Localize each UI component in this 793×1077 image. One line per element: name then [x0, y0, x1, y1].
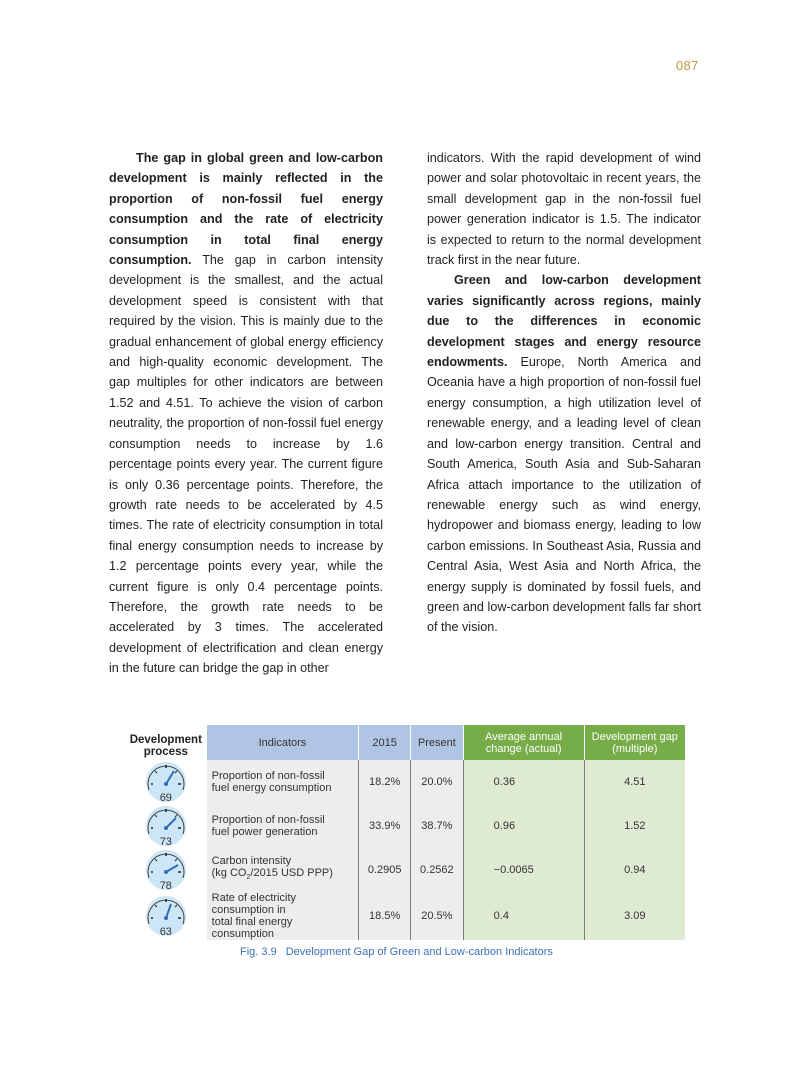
left-column: [109, 148, 383, 679]
indicator-table-figure: [125, 725, 685, 940]
gauge-value: 78: [159, 880, 172, 892]
value-present: 20.5%: [411, 892, 464, 940]
header-present: Present: [411, 725, 464, 760]
indicator-line-2: total final energy consumption: [211, 916, 293, 940]
value-development-gap: 0.94: [584, 848, 685, 892]
indicator-name: [207, 848, 359, 892]
table-row: [125, 892, 685, 940]
value-development-gap: 3.09: [584, 892, 685, 940]
gauge-icon: [141, 804, 191, 848]
header-2015: 2015: [359, 725, 411, 760]
value-average-change: 0.36: [463, 760, 584, 804]
paragraph-body: Europe, North America and Oceania have a high proportion of non-fossil fuel energy consumption, a high utilization level of renewable energy, and a leading level of clean and low-carbon energy transition. Central and South America, South Asia and Sub-Saharan Africa attach importance to the utilization of renewable energy such as wind energy, hydropower and biomass energy, leading to low carbon emissions. In Southeast Asia, Russia and Central Asia, West Asia and North Africa, the energy supply is dominated by fossil fuels, and green and low-carbon development falls far short of the vision.: [427, 355, 701, 635]
table-row: [125, 804, 685, 848]
right-column: [427, 148, 701, 638]
value-present: 38.7%: [411, 804, 464, 848]
gauge-value: 73: [159, 836, 172, 848]
table-header-row: [125, 725, 685, 760]
figure-label: Fig. 3.9: [240, 946, 277, 958]
indicator-line-1: Proportion of non-fossil: [211, 814, 325, 826]
value-average-change: 0.4: [463, 892, 584, 940]
indicator-name: [207, 760, 359, 804]
lead-sentence: The gap in global green and low-carbon development is mainly reflected in the proportion of non-fossil fuel energy consumption and the rate of electricity consumption in total final energy consumption.: [109, 151, 383, 268]
value-average-change: 0.96: [463, 804, 584, 848]
subscript: 2: [246, 874, 251, 882]
value-present: 0.2562: [411, 848, 464, 892]
indicator-name: [207, 892, 359, 940]
value-2015: 0.2905: [359, 848, 411, 892]
indicator-line-1: Rate of electricity consumption in: [211, 892, 297, 916]
value-development-gap: 1.52: [584, 804, 685, 848]
paragraph-continuation: indicators. With the rapid development of wind power and solar photovoltaic in recent years, the small development gap in the non-fossil fuel power generation indicator is 1.5. The indicator is expected to return to the normal development track first in the near future.: [427, 151, 701, 268]
figure-caption: [240, 946, 562, 958]
gauge-icon: [141, 894, 191, 938]
value-2015: 33.9%: [359, 804, 411, 848]
indicator-line-1: Carbon intensity: [211, 855, 292, 868]
value-present: 20.0%: [411, 760, 464, 804]
paragraph-gap-global: [109, 148, 383, 679]
header-development-process: Development process: [125, 725, 207, 760]
lead-sentence: Green and low-carbon development varies significantly across regions, mainly due to the differences in economic development stages and energy resource endowments.: [427, 273, 701, 370]
gauge-value: 69: [159, 792, 172, 804]
value-2015: 18.5%: [359, 892, 411, 940]
indicator-line-2: fuel energy consumption: [211, 782, 332, 794]
indicator-line-2: (kg CO: [211, 867, 247, 880]
paragraph-body: The gap in carbon intensity development is the smallest, and the actual development speed is consistent with that required by the vision. This is mainly due to the gradual enhancement of global energy efficiency and high-quality economic development. The gap multiples for other indicators are between 1.52 and 4.51. To achieve the vision of carbon neutrality, the proportion of non-fossil fuel energy consumption needs to increase by 1.6 percentage points every year. The current figure is only 0.36 percentage points. Therefore, the growth rate needs to be accelerated by 4.5 times. The rate of electricity consumption in total final energy consumption needs to increase by 1.2 percentage points every year, while the current figure is only 0.4 percentage points. Therefore, the growth rate needs to be accelerated by 3 times. The accelerated development of electrification and clean energy in the future can bridge the gap in other: [109, 253, 383, 676]
gauge-icon: [141, 760, 191, 804]
indicator-name: [207, 804, 359, 848]
indicator-line-2: fuel power generation: [211, 826, 318, 838]
value-development-gap: 4.51: [584, 760, 685, 804]
table-row: [125, 848, 685, 892]
table-row: [125, 760, 685, 804]
indicator-table: [125, 725, 685, 940]
header-average-annual-change: Average annual change (actual): [463, 725, 584, 760]
indicator-line-2-cont: /2015 USD PPP): [250, 867, 333, 880]
gauge-icon: [141, 848, 191, 892]
page-number: 087: [676, 58, 699, 73]
value-2015: 18.2%: [359, 760, 411, 804]
gauge-value: 63: [159, 926, 172, 938]
paragraph-regions: [427, 270, 701, 637]
indicator-line-1: Proportion of non-fossil: [211, 770, 325, 782]
header-indicators: Indicators: [207, 725, 359, 760]
header-development-gap: Development gap (multiple): [584, 725, 685, 760]
value-average-change: −0.0065: [463, 848, 584, 892]
figure-title: Development Gap of Green and Low-carbon Indicators: [285, 946, 553, 958]
